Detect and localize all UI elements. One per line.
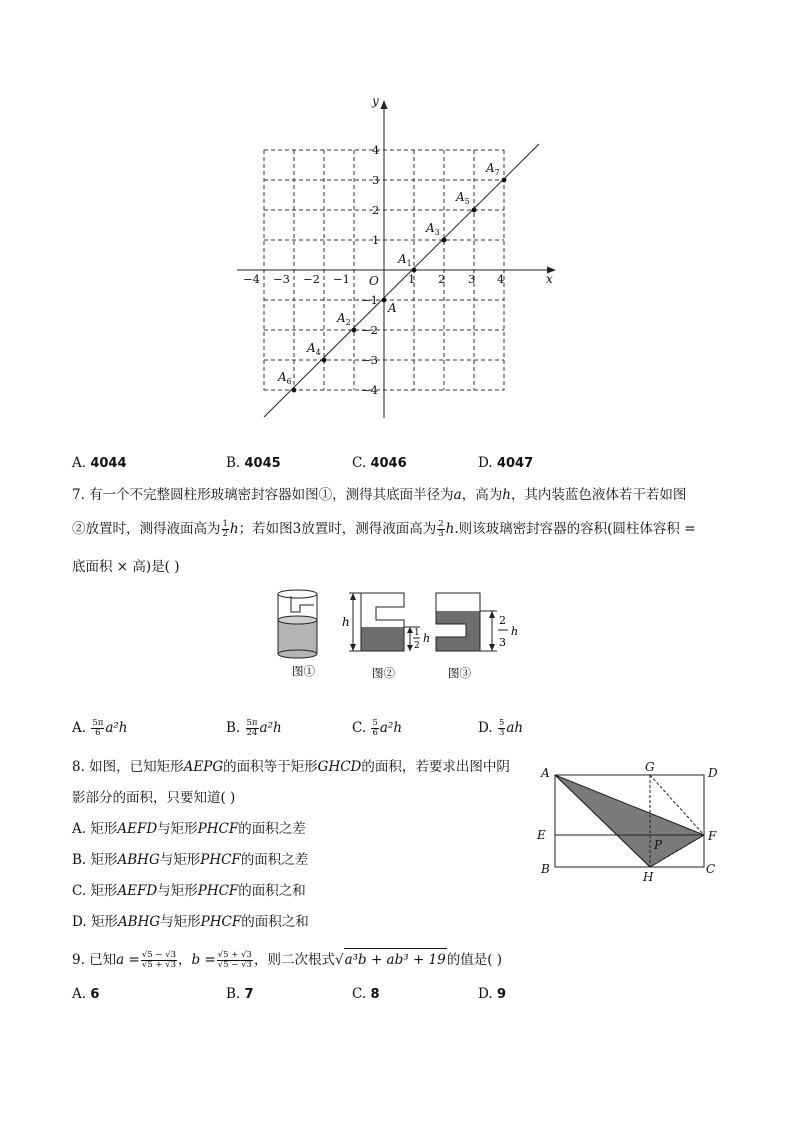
svg-text:h: h <box>511 625 519 638</box>
y-tick: −4 <box>361 383 378 397</box>
x-axis-label: x <box>546 272 553 286</box>
q7-line3: 底面积 × 高)是( ) <box>72 559 180 575</box>
label-H: H <box>643 870 654 884</box>
coordinate-graph <box>230 90 570 430</box>
label-B: B <box>541 862 550 876</box>
q8-option-c[interactable]: C. 矩形AEFD与矩形PHCF的面积之和 <box>72 883 306 899</box>
point-A4-dot <box>322 358 327 363</box>
origin-label: O <box>369 274 379 288</box>
y-tick: −3 <box>361 353 378 367</box>
label-A2: $A_2$ <box>337 311 351 327</box>
q9-option-b[interactable]: B. 7 <box>226 986 254 1002</box>
q7-line1: 7. 有一个不完整圆柱形玻璃密封容器如图①，测得其底面半径为a，高为h，其内装蓝色液体若干若如图 <box>72 487 687 503</box>
fig2-h-label: h <box>342 615 350 629</box>
q8-option-d[interactable]: D. 矩形ABHG与矩形PHCF的面积之和 <box>72 914 309 930</box>
y-tick: 3 <box>372 173 380 187</box>
label-A5: $A_5$ <box>456 190 470 206</box>
y-axis-label: y <box>372 94 379 108</box>
figure-3-container <box>436 593 518 651</box>
label-A6: $A_6$ <box>278 370 292 386</box>
figure-2-container <box>342 593 430 651</box>
fig3-caption: 图③ <box>448 666 471 680</box>
svg-text:3: 3 <box>499 636 506 649</box>
svg-text:2: 2 <box>414 641 420 651</box>
point-A5-dot <box>472 208 477 213</box>
x-tick: −4 <box>243 272 260 286</box>
point-A3-dot <box>442 238 447 243</box>
point-A-dot <box>382 298 387 303</box>
q7-option-b[interactable]: B. $\frac{5\pi}{24}$ a²h <box>226 718 282 738</box>
svg-text:2: 2 <box>499 614 506 627</box>
q8-line2: 影部分的面积，只要知道( ) <box>72 790 236 806</box>
label-A: A <box>388 301 397 315</box>
x-tick: −2 <box>303 272 320 286</box>
y-tick: −1 <box>361 293 378 307</box>
q7-line2: ②放置时，测得液面高为 $\frac{1}{2}$ h；若如图3放置时，测得液面高为 $\frac{2}{3}$ h.则该玻璃密封容器的容积(圆柱体容积 = <box>72 519 696 539</box>
q9-radicand: a³b + ab³ + 19 <box>344 948 447 971</box>
fig2-caption: 图② <box>372 666 395 680</box>
label-A1: $A_1$ <box>398 252 412 268</box>
fig1-caption: 图① <box>292 664 315 678</box>
figure-1-cylinder <box>278 590 317 658</box>
q9-line: 9. 已知a = $\frac{√5 - √3}{√5 + √3}$ ，b = $\frac{√5 + √3}{√5 - √3}$ ，则二次根式√a³b + ab³ + 19的值是( ) <box>72 950 503 970</box>
q8-line1: 8. 如图，已知矩形AEPG的面积等于矩形GHCD的面积，若要求出图中阴 <box>72 759 510 775</box>
x-tick: 4 <box>497 272 505 286</box>
label-P: P <box>654 838 663 852</box>
y-tick: 1 <box>372 233 380 247</box>
q6-option-d[interactable]: D. 4047 <box>478 455 534 471</box>
x-tick: 1 <box>408 272 416 286</box>
q6-option-c[interactable]: C. 4046 <box>352 455 407 471</box>
x-tick: 2 <box>438 272 446 286</box>
shaded-triangle <box>555 775 704 867</box>
q9-option-a[interactable]: A. 6 <box>72 986 100 1002</box>
label-C: C <box>706 862 716 876</box>
label-A: A <box>541 766 550 780</box>
svg-text:1: 1 <box>414 628 420 638</box>
label-A3: $A_3$ <box>426 221 440 237</box>
q7-option-a[interactable]: A. $\frac{5\pi}{6}$ a²h <box>72 718 128 738</box>
y-tick: 2 <box>372 203 380 217</box>
label-A4: $A_4$ <box>307 341 321 357</box>
y-axis-arrow <box>381 100 388 109</box>
q8-option-b[interactable]: B. 矩形ABHG与矩形PHCF的面积之差 <box>72 852 309 868</box>
q8-option-a[interactable]: A. 矩形AEFD与矩形PHCF的面积之差 <box>72 821 306 837</box>
q6-option-b[interactable]: B. 4045 <box>226 455 281 471</box>
q7-option-c[interactable]: C. $\frac{5}{6}$ a²h <box>352 718 403 738</box>
q6-option-a[interactable]: A. 4044 <box>72 455 127 471</box>
x-tick: −1 <box>333 272 350 286</box>
x-tick: −3 <box>273 272 290 286</box>
label-F: F <box>708 829 717 843</box>
y-tick: 4 <box>372 143 380 157</box>
q9-option-c[interactable]: C. 8 <box>352 986 380 1002</box>
label-D: D <box>708 766 718 780</box>
point-A2-dot <box>352 328 357 333</box>
label-E: E <box>537 828 546 842</box>
q7-figures <box>268 582 538 682</box>
point-A7-dot <box>502 178 507 183</box>
q9-option-d[interactable]: D. 9 <box>478 986 506 1002</box>
q7-option-d[interactable]: D. $\frac{5}{3}$ ah <box>478 718 524 738</box>
label-G: G <box>645 760 655 774</box>
svg-text:h: h <box>423 632 431 645</box>
x-tick: 3 <box>468 272 476 286</box>
q8-rectangle-figure <box>530 760 760 885</box>
point-A6-dot <box>292 388 297 393</box>
label-A7: $A_7$ <box>486 161 500 177</box>
y-tick: −2 <box>361 323 378 337</box>
